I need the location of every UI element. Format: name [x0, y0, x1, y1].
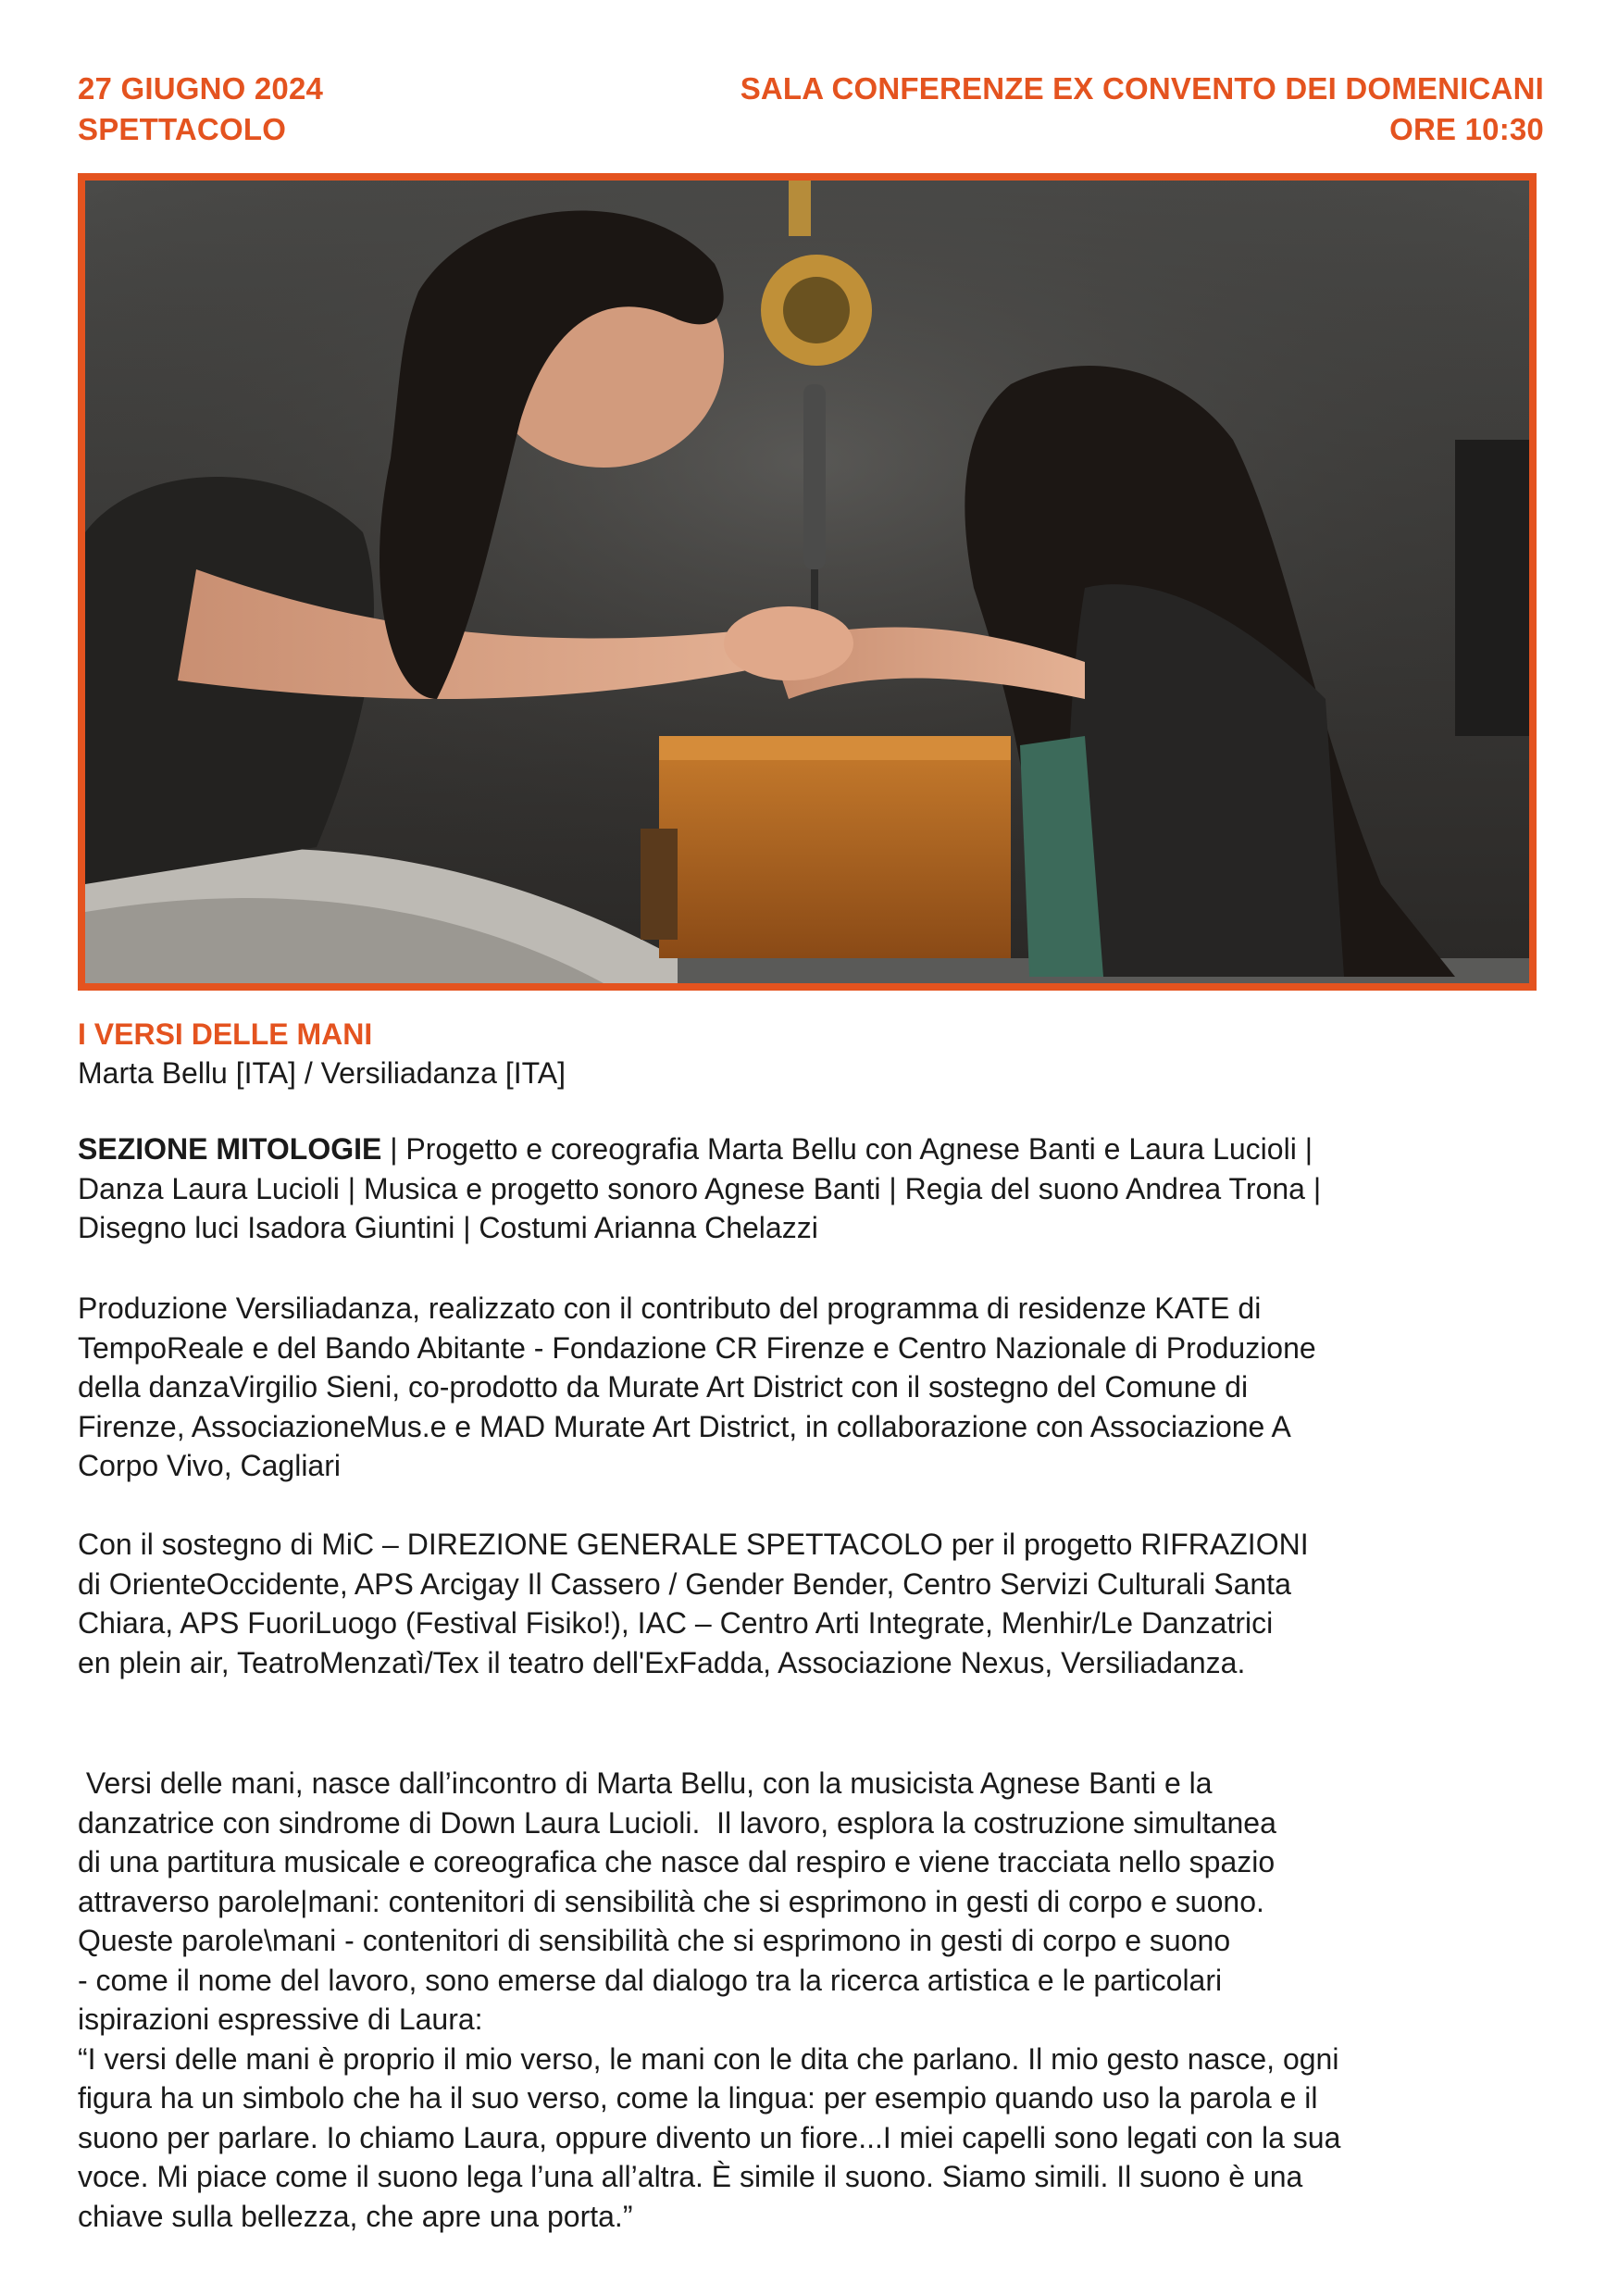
description-line: figura ha un simbolo che ha il suo verso, come la lingua: per esempio quando uso la parola e il — [78, 2081, 1318, 2115]
production-line: TempoReale e del Bando Abitante - Fondazione CR Firenze e Centro Nazionale di Produzione — [78, 1330, 1316, 1365]
support-line: Chiara, APS FuoriLuogo (Festival Fisiko!), IAC – Centro Arti Integrate, Menhir/Le Danzatrici — [78, 1606, 1274, 1640]
credits-line-2: Danza Laura Lucioli | Musica e progetto sonoro Agnese Banti | Regia del suono Andrea Trona | — [78, 1171, 1322, 1205]
credits-line-1 — [78, 1129, 1559, 1169]
header-right — [741, 69, 1544, 150]
description-line: Queste parole\mani - contenitori di sensibilità che si esprimono in gesti di corpo e suono — [78, 1924, 1231, 1957]
production-paragraph — [78, 1289, 1559, 1486]
production-line: della danzaVirgilio Sieni, co-prodotto da Murate Art District con il sostegno del Comune di — [78, 1370, 1249, 1404]
description-line: attraverso parole|mani: contenitori di sensibilità che si esprimono in gesti di corpo e suono. — [78, 1884, 1264, 1918]
description-line: chiave sulla bellezza, che apre una porta.” — [78, 2199, 633, 2233]
event-date: 27 GIUGNO 2024 — [78, 71, 324, 106]
description-line: Versi delle mani, nasce dall’incontro di Marta Bellu, con la musicista Agnese Banti e la — [78, 1766, 1213, 1800]
performance-photo-illustration — [85, 181, 1529, 983]
event-venue: SALA CONFERENZE EX CONVENTO DEI DOMENICANI — [740, 71, 1544, 106]
header-left — [78, 69, 323, 150]
description-line: - come il nome del lavoro, sono emerse dal dialogo tra la ricerca artistica e le particolari — [78, 1963, 1223, 1997]
description-line: di una partitura musicale e coreografica che nasce dal respiro e viene tracciata nello spazio — [78, 1845, 1276, 1878]
event-category: SPETTACOLO — [78, 112, 287, 146]
support-line: Con il sostegno di MiC – DIREZIONE GENERALE SPETTACOLO per il progetto RIFRAZIONI — [78, 1528, 1309, 1561]
description-line: “I versi delle mani è proprio il mio verso, le mani con le dita che parlano. Il mio gesto nasce, ogni — [78, 2041, 1339, 2076]
support-paragraph — [78, 1525, 1559, 1682]
description-line: danzatrice con sindrome di Down Laura Lucioli. Il lavoro, esplora la costruzione simultanea — [78, 1805, 1276, 1840]
credits-line-3: Disegno luci Isadora Giuntini | Costumi Arianna Chelazzi — [78, 1211, 818, 1244]
section-label: SEZIONE MITOLOGIE — [78, 1132, 382, 1166]
credits-paragraph — [78, 1129, 1559, 1248]
support-line: en plein air, TeatroMenzatì/Tex il teatro dell'ExFadda, Associazione Nexus, Versiliadanza. — [78, 1645, 1246, 1679]
support-line: di OrienteOccidente, APS Arcigay Il Cassero / Gender Bender, Centro Servizi Culturali Santa — [78, 1566, 1291, 1601]
event-subtitle: Marta Bellu [ITA] / Versiliadanza [ITA] — [78, 1056, 566, 1090]
description-line: ispirazioni espressive di Laura: — [78, 2003, 483, 2036]
event-title: I VERSI DELLE MANI — [78, 1017, 373, 1051]
description-line: suono per parlare. Io chiamo Laura, oppure divento un fiore...I miei capelli sono legati con la sua — [78, 2120, 1341, 2154]
description-paragraph — [78, 1764, 1559, 2236]
event-time: ORE 10:30 — [1389, 112, 1544, 146]
description-line: voce. Mi piace come il suono lega l’una all’altra. È simile il suono. Siamo simili. Il suono è una — [78, 2160, 1303, 2193]
production-line: Corpo Vivo, Cagliari — [78, 1449, 341, 1482]
production-line: Firenze, AssociazioneMus.e e MAD Murate Art District, in collaborazione con Associazione A — [78, 1409, 1291, 1443]
event-photo — [78, 173, 1537, 991]
production-line: Produzione Versiliadanza, realizzato con il contributo del programma di residenze KATE di — [78, 1292, 1262, 1325]
credits-line-1-text: | Progetto e coreografia Marta Bellu con Agnese Banti e Laura Lucioli | — [381, 1132, 1313, 1166]
